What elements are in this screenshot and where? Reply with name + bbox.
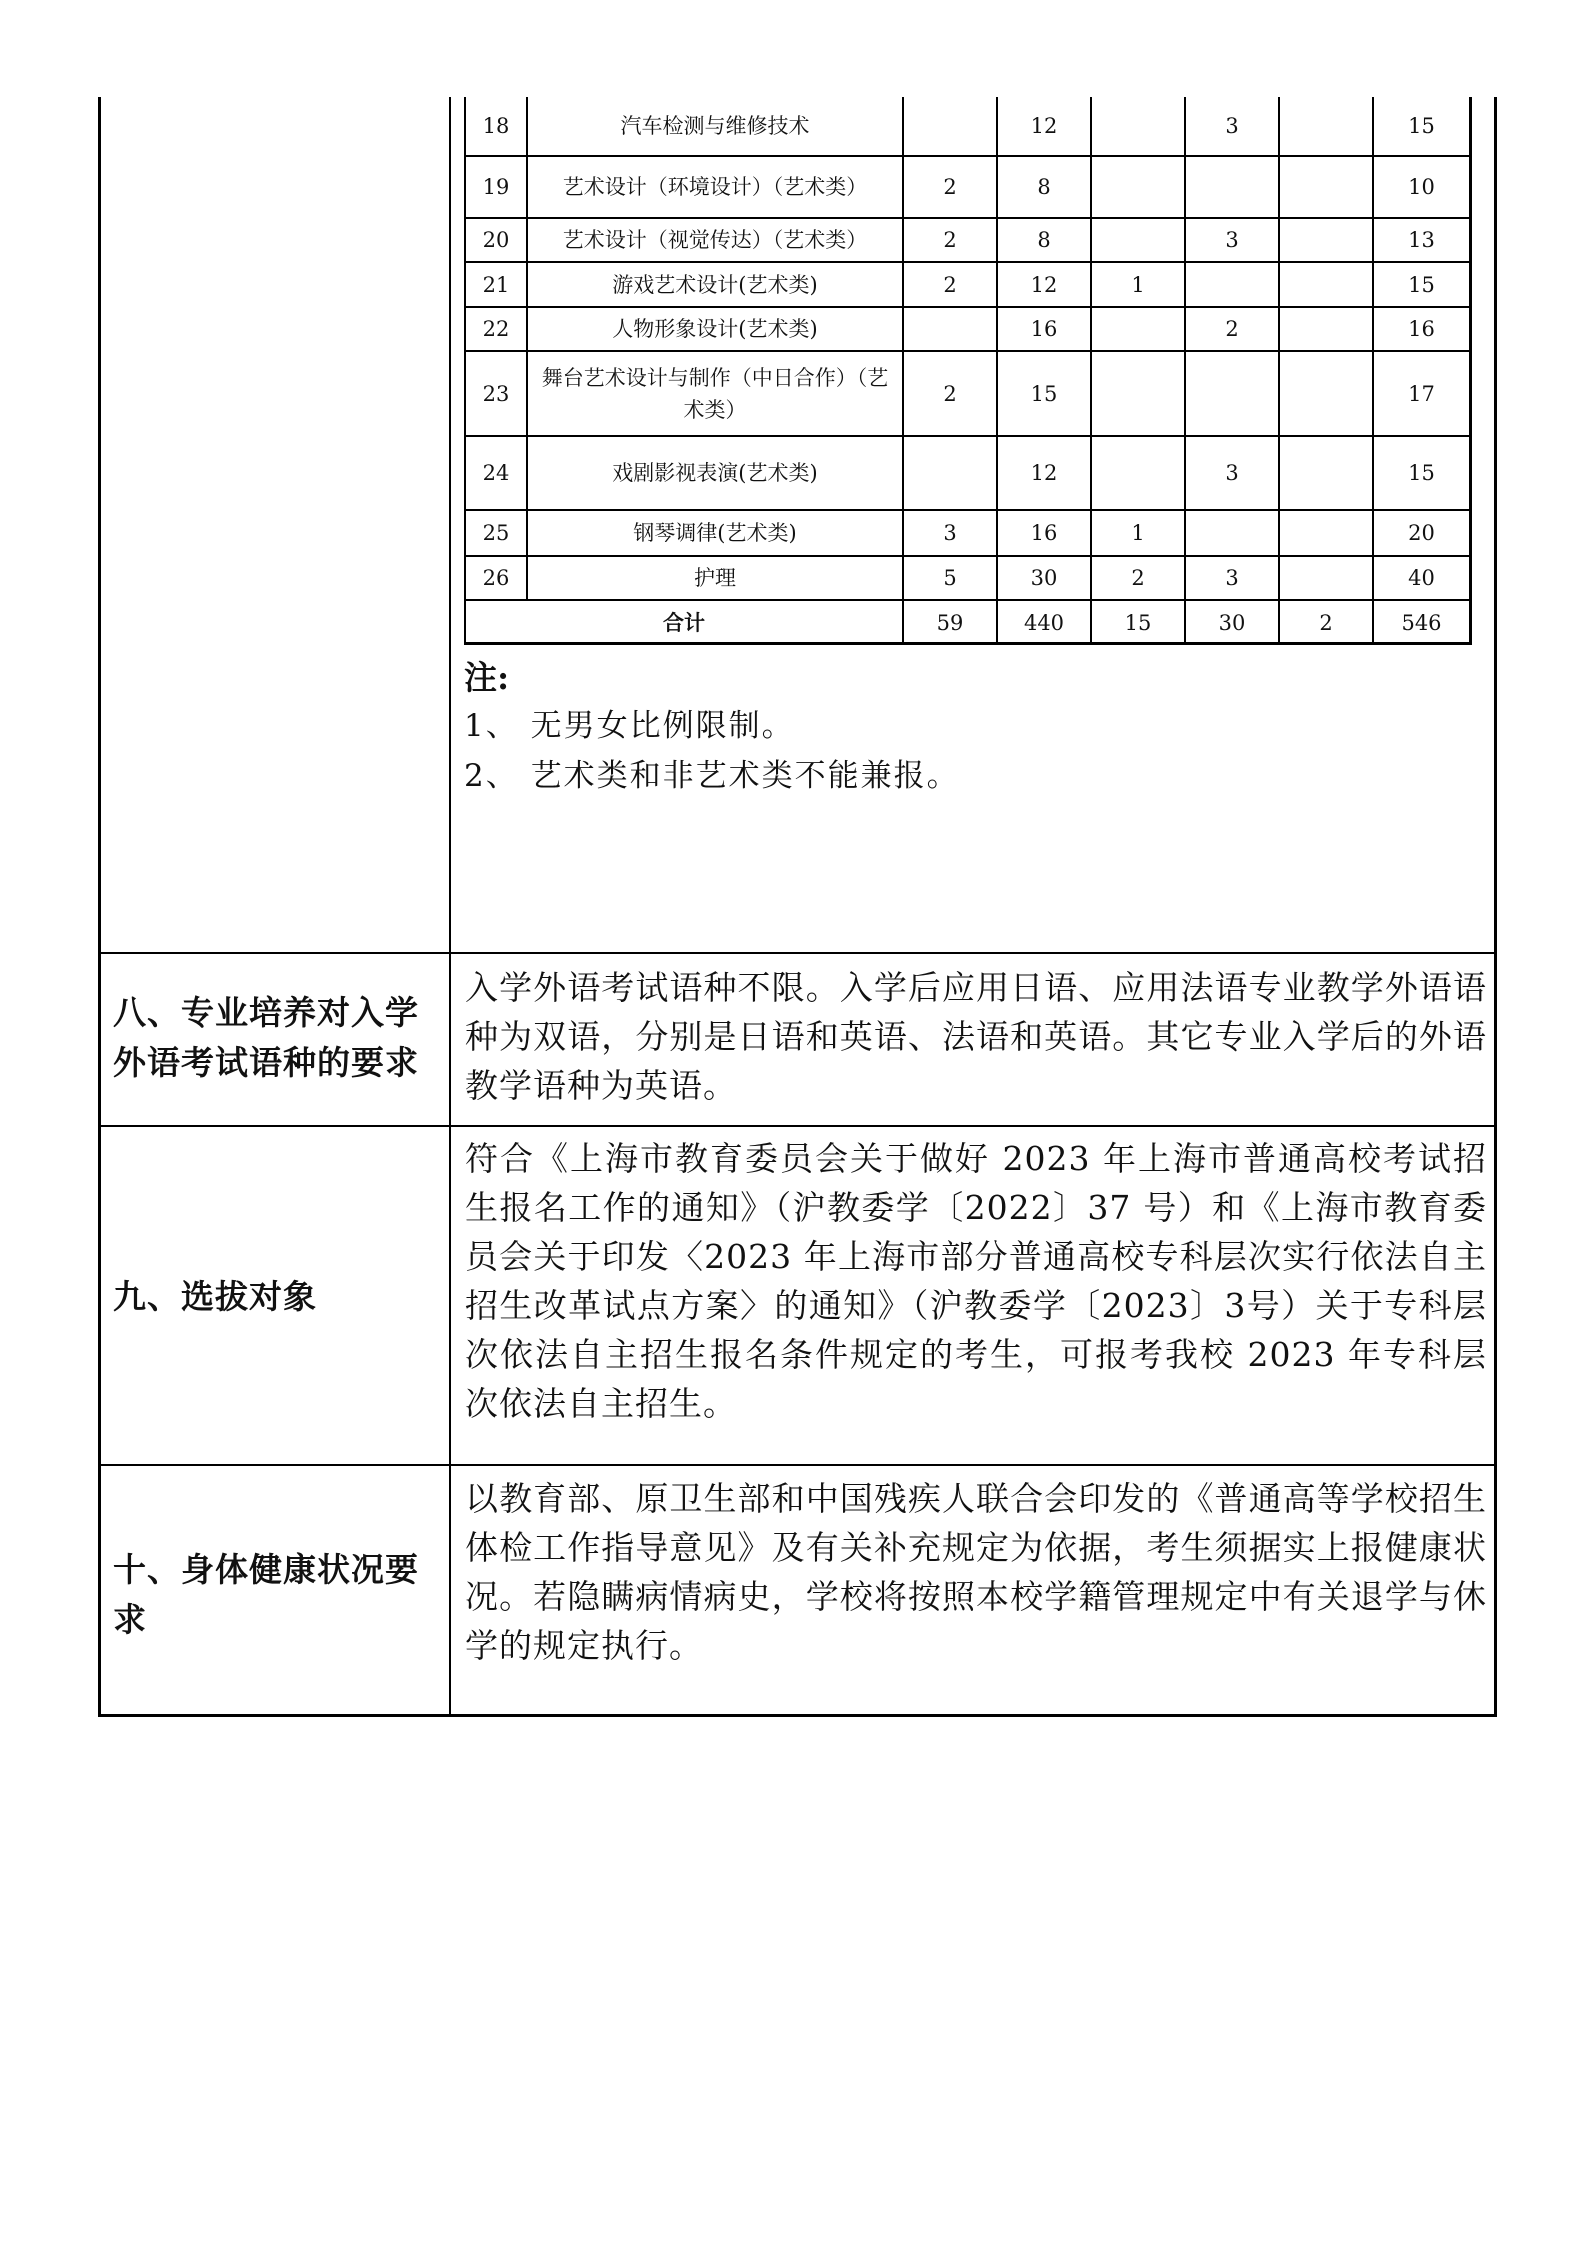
table-cell-c5 [1278, 219, 1372, 261]
table-cell-c4 [1184, 352, 1278, 435]
table-total-c4: 30 [1184, 601, 1278, 645]
table-cell-total: 17 [1372, 352, 1469, 435]
table-cell-c1: 3 [902, 511, 996, 555]
section-9-label: 九、选拔对象 [113, 1277, 317, 1316]
table-cell-c3: 1 [1090, 511, 1184, 555]
notes [464, 655, 1464, 801]
table-row [466, 308, 1469, 352]
table-cell-c5 [1278, 557, 1372, 599]
enrollment-table [464, 97, 1472, 645]
table-cell-c2: 15 [996, 352, 1090, 435]
section-10-label: 十、身体健康状况要求 [113, 1550, 419, 1639]
table-cell-name: 游戏艺术设计(艺术类) [526, 263, 902, 306]
table-cell-c4 [1184, 511, 1278, 555]
column-divider [449, 97, 451, 1714]
table-cell-c5 [1278, 97, 1372, 155]
table-cell-c5 [1278, 511, 1372, 555]
table-cell-c5 [1278, 157, 1372, 217]
table-cell-c2: 8 [996, 219, 1090, 261]
section-8-label: 八、专业培养对入学外语考试语种的要求 [113, 993, 419, 1082]
table-cell-c1: 2 [902, 157, 996, 217]
table-cell-c4 [1184, 263, 1278, 306]
table-row [466, 97, 1469, 157]
table-cell-c3 [1090, 308, 1184, 350]
table-cell-c3: 2 [1090, 557, 1184, 599]
table-cell-c2: 30 [996, 557, 1090, 599]
table-cell-c5 [1278, 352, 1372, 435]
table-cell-total: 10 [1372, 157, 1469, 217]
row-divider [101, 1125, 1494, 1127]
table-cell-total: 15 [1372, 97, 1469, 155]
table-cell-c4: 3 [1184, 437, 1278, 509]
table-cell-c4: 2 [1184, 308, 1278, 350]
table-cell-c1: 2 [902, 263, 996, 306]
table-row [466, 157, 1469, 219]
section-9-body: 符合《上海市教育委员会关于做好 2023 年上海市普通高校考试招生报名工作的通知》（沪教委学〔2022〕37 号）和《上海市教育委员会关于印发〈2023 年上海市部分普通高校专科层次实行依法自主招生改革试点方案〉的通知》（沪教委学〔2023〕3号）关于专科层次依法自主招生报名条件规定的考生，可报考我校 2023 年专科层次依法自主招生。 [465, 1139, 1487, 1423]
table-cell-c1 [902, 97, 996, 155]
table-cell-total: 40 [1372, 557, 1469, 599]
table-cell-no: 19 [482, 175, 510, 199]
table-cell-c2: 8 [996, 157, 1090, 217]
table-row [466, 263, 1469, 308]
table-cell-c4 [1184, 157, 1278, 217]
table-cell-c5 [1278, 437, 1372, 509]
table-cell-c2: 16 [996, 511, 1090, 555]
table-total-c5: 2 [1278, 601, 1372, 645]
table-total-c2: 440 [996, 601, 1090, 645]
section-10-body: 以教育部、原卫生部和中国残疾人联合会印发的《普通高等学校招生体检工作指导意见》及有关补充规定为依据，考生须据实上报健康状况。若隐瞒病情病史，学校将按照本校学籍管理规定中有关退学与休学的规定执行。 [465, 1479, 1487, 1665]
note-item-1: 1、 无男女比例限制。 [464, 708, 795, 744]
table-cell-c3 [1090, 437, 1184, 509]
table-cell-c1: 5 [902, 557, 996, 599]
table-cell-c5 [1278, 308, 1372, 350]
table-cell-c2: 12 [996, 437, 1090, 509]
table-cell-no: 24 [482, 461, 510, 485]
table-cell-c4: 3 [1184, 97, 1278, 155]
table-cell-name: 艺术设计（视觉传达）（艺术类） [526, 219, 902, 261]
table-cell-c1 [902, 308, 996, 350]
row-divider [101, 1464, 1494, 1466]
table-total-row [466, 601, 1469, 645]
notes-title: 注: [464, 658, 510, 697]
table-cell-c1 [902, 437, 996, 509]
note-item-2: 2、 艺术类和非艺术类不能兼报。 [464, 758, 960, 794]
table-total-label: 合计 [663, 610, 705, 635]
table-cell-no: 21 [482, 272, 510, 297]
table-cell-no: 26 [482, 566, 510, 590]
table-cell-total: 16 [1372, 308, 1469, 350]
table-cell-no: 18 [482, 114, 510, 138]
table-cell-c3 [1090, 352, 1184, 435]
table-cell-no: 22 [482, 317, 510, 341]
table-cell-c4: 3 [1184, 219, 1278, 261]
table-cell-c1: 2 [902, 219, 996, 261]
table-cell-c3 [1090, 157, 1184, 217]
table-cell-total: 13 [1372, 219, 1469, 261]
table-cell-c3 [1090, 97, 1184, 155]
table-row [466, 219, 1469, 263]
table-cell-name: 护理 [526, 557, 902, 599]
table-cell-name: 汽车检测与维修技术 [526, 97, 902, 155]
table-row [466, 352, 1469, 437]
row-divider [101, 952, 1494, 954]
table-cell-c3 [1090, 219, 1184, 261]
table-cell-name: 艺术设计（环境设计）（艺术类） [526, 157, 902, 217]
table-row [466, 437, 1469, 511]
table-cell-total: 15 [1372, 263, 1469, 306]
table-cell-c4: 3 [1184, 557, 1278, 599]
table-cell-no: 23 [482, 381, 510, 406]
table-cell-c3: 1 [1090, 263, 1184, 306]
section-8-body: 入学外语考试语种不限。入学后应用日语、应用法语专业教学外语语种为双语，分别是日语和英语、法语和英语。其它专业入学后的外语教学语种为英语。 [465, 968, 1487, 1105]
table-total-c3: 15 [1090, 601, 1184, 645]
table-row [466, 557, 1469, 601]
table-cell-name: 戏剧影视表演(艺术类) [526, 437, 902, 509]
table-total-c1: 59 [902, 601, 996, 645]
table-cell-c1: 2 [902, 352, 996, 435]
table-cell-total: 15 [1372, 437, 1469, 509]
table-total-total: 546 [1372, 601, 1469, 645]
table-row [466, 511, 1469, 557]
table-cell-c2: 12 [996, 97, 1090, 155]
table-cell-c2: 16 [996, 308, 1090, 350]
table-cell-name: 舞台艺术设计与制作（中日合作）（艺术类） [526, 352, 902, 435]
table-cell-no: 25 [482, 521, 510, 545]
table-cell-name: 人物形象设计(艺术类) [526, 308, 902, 350]
table-cell-no: 20 [482, 228, 510, 252]
table-cell-name: 钢琴调律(艺术类) [526, 511, 902, 555]
table-cell-total: 20 [1372, 511, 1469, 555]
table-cell-c5 [1278, 263, 1372, 306]
table-cell-c2: 12 [996, 263, 1090, 306]
